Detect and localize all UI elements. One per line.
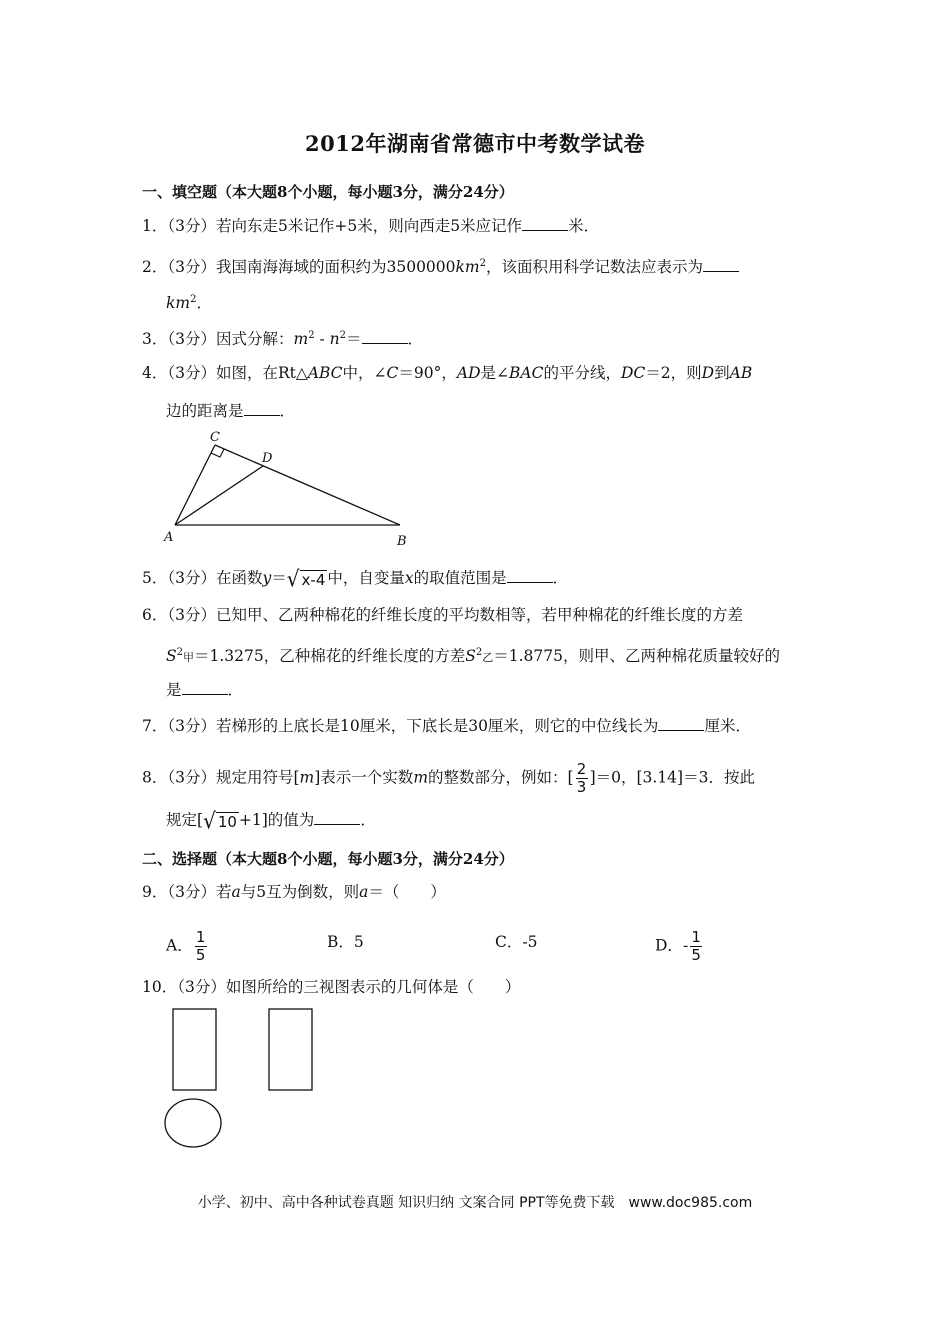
superscript: 2	[190, 294, 197, 305]
question-text: （3分）已知甲、乙两种棉花的纤维长度的平均数相等，若甲种棉花的纤维长度的方差	[167, 606, 743, 624]
question-text: ．	[552, 569, 569, 587]
question-number: 5．	[142, 569, 168, 587]
three-view-figure	[160, 1002, 330, 1152]
question-text: 米．	[568, 217, 600, 235]
variable: ABC	[307, 364, 343, 382]
question-text: ＝1.3275，乙种棉花的纤维长度的方差	[194, 647, 466, 666]
operator: ＝	[271, 569, 287, 587]
question-text: ]表示一个实数	[314, 768, 414, 787]
triangle-figure	[160, 425, 420, 553]
variable: AB	[729, 364, 753, 382]
question-number: 6．	[142, 606, 168, 624]
option-a[interactable]	[166, 930, 209, 963]
variable: BAC	[509, 364, 544, 382]
question-2	[142, 254, 739, 277]
question-text: 规定[	[166, 811, 204, 829]
question-text: （3分）若梯形的上底长是10厘米，下底长是30厘米，则它的中位线长为	[167, 717, 659, 735]
variable: AD	[456, 364, 481, 382]
variable: DC	[621, 364, 646, 382]
question-text: 与5互为倒数，则	[240, 883, 360, 901]
answer-blank	[182, 680, 228, 695]
option-label: A．	[166, 936, 193, 955]
variable: C	[386, 364, 399, 382]
fraction	[195, 930, 207, 963]
square-root: √ x-4	[286, 565, 326, 593]
question-text: ．	[279, 402, 296, 420]
question-number: 9．	[142, 883, 168, 901]
question-8	[142, 762, 755, 795]
variable: y	[262, 569, 272, 587]
question-text: 的取值范围是	[413, 569, 507, 587]
label-c: C	[210, 430, 220, 445]
question-number: 1．	[142, 217, 168, 235]
variable: m	[293, 330, 309, 349]
answer-blank	[244, 401, 280, 416]
question-9	[142, 882, 446, 902]
option-label: D．	[655, 936, 683, 955]
question-text: （3分）在函数	[167, 569, 263, 587]
unit: km	[166, 294, 191, 313]
fraction	[576, 762, 588, 795]
label-a: A	[164, 530, 174, 545]
question-number: 2．	[142, 258, 168, 277]
question-number: 8．	[142, 768, 168, 787]
question-3	[142, 326, 423, 349]
question-text: ．	[227, 681, 244, 699]
option-b[interactable]	[327, 930, 364, 952]
superscript: 2	[475, 647, 483, 658]
question-text: 中，∠	[342, 364, 387, 382]
fraction	[690, 930, 702, 963]
subscript: 乙	[482, 651, 494, 665]
variable: S	[166, 647, 177, 666]
question-text: ]＝0，[3.14]＝3．按此	[589, 768, 755, 787]
superscript: 2	[339, 330, 347, 341]
label-d: D	[262, 451, 273, 466]
answer-blank	[362, 329, 408, 344]
question-text: ＝（ ）	[368, 883, 446, 901]
page-footer: 小学、初中、高中各种试卷真题 知识归纳 文案合同 PPT等免费下载 www.doc985.com	[197, 1195, 753, 1211]
question-number: 4．	[142, 364, 168, 382]
answer-blank	[314, 810, 360, 825]
radicand: x-4	[301, 571, 326, 589]
question-text: （3分）规定用符号[	[167, 768, 300, 787]
numerator: 1	[691, 928, 701, 946]
question-text: 的整数部分，例如：[	[428, 768, 574, 787]
section-fill-in: 一、填空题（本大题8个小题，每小题3分，满分24分）	[142, 183, 514, 201]
variable: a	[231, 883, 241, 901]
front-view-rectangle	[173, 1009, 216, 1090]
variable: m	[299, 768, 315, 787]
question-text: ，该面积用科学记数法应表示为	[486, 258, 704, 277]
option-c[interactable]	[495, 930, 537, 952]
question-text: ．	[196, 294, 212, 313]
segment-ad	[175, 466, 263, 525]
question-text: 厘米．	[704, 717, 751, 735]
answer-blank	[658, 716, 704, 731]
question-text: 中，自变量	[327, 569, 405, 587]
question-6-cont2	[166, 680, 243, 700]
variable: a	[359, 883, 369, 901]
question-text: ．	[407, 330, 424, 349]
question-1	[142, 216, 599, 236]
option-d[interactable]	[655, 930, 704, 963]
segment-cb	[215, 445, 400, 525]
denominator: 5	[195, 946, 206, 964]
question-text: +1]的值为	[238, 811, 315, 829]
operator: ＝	[346, 330, 362, 349]
unit: km	[455, 258, 480, 277]
page-title: 2012年湖南省常德市中考数学试卷	[305, 131, 645, 156]
superscript: 2	[479, 258, 486, 269]
variable: S	[465, 647, 476, 666]
question-4	[142, 363, 752, 383]
question-2-cont	[166, 290, 212, 313]
question-text: （3分）如图，在Rt△	[167, 364, 308, 382]
answer-blank	[522, 216, 568, 231]
question-text: （3分）我国南海海域的面积约为3500000	[167, 258, 456, 277]
question-text: （3分）因式分解：	[167, 330, 294, 349]
question-4-cont	[166, 401, 295, 421]
question-text: 到	[714, 364, 730, 382]
side-view-rectangle	[269, 1009, 312, 1090]
variable: D	[701, 364, 715, 382]
question-text: 的平分线，	[543, 364, 621, 382]
numerator: 2	[576, 760, 587, 778]
question-text: 是	[166, 681, 182, 699]
question-text: 是∠	[480, 364, 510, 382]
numerator: 1	[195, 928, 206, 946]
section-multiple-choice: 二、选择题（本大题8个小题，每小题3分，满分24分）	[142, 850, 514, 868]
option-label: C．‐5	[495, 933, 538, 951]
top-view-circle	[165, 1099, 221, 1147]
question-text: ＝90°，	[398, 364, 457, 382]
answer-blank	[507, 568, 553, 583]
question-text: ＝1.8775，则甲、乙两种棉花质量较好的	[493, 647, 780, 666]
question-text: （3分）若向东走5米记作+5米，则向西走5米应记作	[167, 217, 523, 235]
question-number: 10．	[142, 978, 178, 996]
operator: ‐	[314, 330, 330, 349]
question-text: ．	[360, 811, 376, 829]
variable: m	[413, 768, 429, 787]
option-label: B．5	[327, 933, 364, 951]
segment-ac	[175, 445, 215, 525]
variable: n	[329, 330, 340, 349]
radicand: 10	[217, 813, 237, 831]
question-6-cont	[166, 643, 780, 668]
question-text: ＝2，则	[645, 364, 702, 382]
question-text: （3分）若	[167, 883, 232, 901]
operator: ‐	[682, 936, 689, 955]
answer-blank	[703, 257, 739, 272]
question-text: 边的距离是	[166, 402, 244, 420]
question-text: （3分）如图所给的三视图表示的几何体是（ ）	[177, 978, 521, 996]
question-8-cont	[166, 807, 376, 835]
denominator: 5	[691, 946, 701, 964]
question-number: 3．	[142, 330, 168, 349]
label-b: B	[397, 534, 407, 549]
variable: x	[404, 569, 414, 587]
superscript: 2	[176, 647, 183, 658]
question-5	[142, 565, 569, 593]
square-root: √ 10	[203, 807, 237, 835]
subscript: 甲	[183, 651, 194, 665]
question-number: 7．	[142, 717, 168, 735]
question-10	[142, 977, 520, 997]
denominator: 3	[576, 778, 587, 796]
question-6	[142, 605, 743, 625]
question-7	[142, 716, 751, 736]
superscript: 2	[308, 330, 315, 341]
